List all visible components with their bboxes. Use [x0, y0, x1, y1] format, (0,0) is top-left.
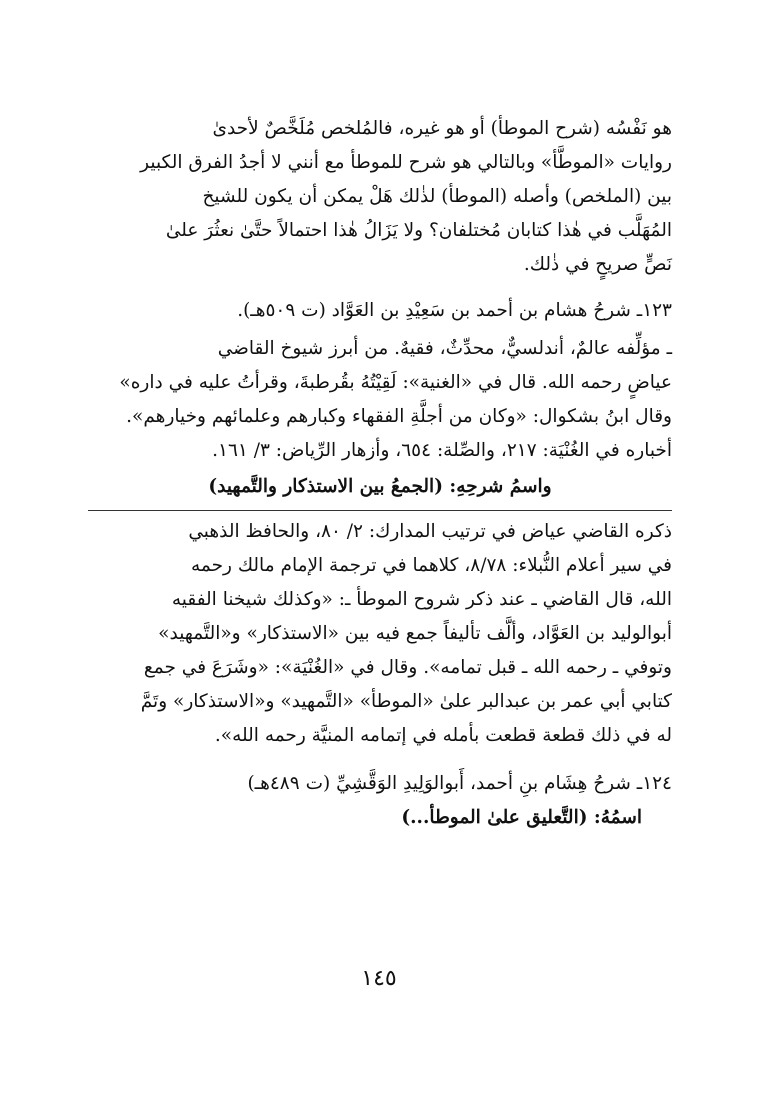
text-line: نَصٍّ صريحٍ في ذٰلك. [523, 254, 672, 275]
text-line: وقال ابنُ بشكوال: «وكان من أجلَّةِ الفقهاء وكبارهم وعلمائهم وخيارهم». [126, 406, 672, 427]
text-line: ـ مؤلِّفه عالمٌ، أندلسيٌّ، محدِّثٌ، فقيهٌ. من أبرز شيوخ القاضي [217, 338, 672, 359]
text-line: هو نَفْسُه (شرح الموطأ) أو هو غيره، فالمُلخص مُلَخَّصٌ لأحدىٰ [212, 118, 672, 139]
text-line: له في ذلك قطعة قطعت بأمله في إتمامه المنيَّة رحمه الله». [214, 725, 672, 746]
text-line: روايات «الموطَّأ» وبالتالي هو شرح للموطأ مع أنني لا أجدُ الفرق الكبير [140, 152, 672, 173]
entry-124-name: اسمُهُ: (التَّعليق علىٰ الموطأ...) [401, 807, 642, 828]
text-line: أخباره في الغُنْيَة: ٢١٧، والصِّلة: ٦٥٤، وأزهار الرِّياض: ٣/ ١٦١. [212, 440, 672, 461]
divider [88, 510, 672, 511]
entry-123-title-heading: واسمُ شرحِهِ: (الجمعُ بين الاستذكار والتَّمهيد) [208, 476, 552, 497]
text-line: المُهَلَّب في هٰذا كتابان مُختلفان؟ ولا يَزَالُ هٰذا احتمالاً حتَّىٰ نعثُرَ علىٰ [165, 220, 672, 241]
entry-123-heading: ١٢٣ـ شرحُ هشام بن أحمد بن سَعِيْدِ بن العَوَّاد (ت ٥٠٩هـ). [237, 300, 672, 321]
entry-124-heading: ١٢٤ـ شرحُ هِشَام بنِ أحمد، أَبوالوَلِيدِ الوَقَّشِيِّ (ت ٤٨٩هـ) [247, 773, 672, 794]
text-line: وتوفي ـ رحمه الله ـ قبل تمامه». وقال في «الغُنْيَة»: «وشَرَعَ في جمع [143, 657, 672, 678]
text-line: أبوالوليد بن العَوَّاد، وألَّف تأليفاً جمع فيه بين «الاستذكار» و«التَّمهيد» [158, 623, 672, 644]
text-line: بين (الملخص) وأصله (الموطأ) لذٰلك هَلْ يمكن أن يكون للشيخ [202, 186, 672, 207]
intro-paragraph [88, 112, 672, 282]
page-number: ١٤٥ [361, 966, 397, 991]
text-line: الله، قال القاضي ـ عند ذكر شروح الموطأ ـ: «وكذلك شيخنا الفقيه [171, 589, 672, 610]
text-line: عياضٍ رحمه الله. قال في «الغنية»: لَقِيْتُهُ بقُرطبةَ، وقرأتُ عليه في داره» [119, 372, 672, 393]
entry-123-author-info [88, 332, 672, 468]
entry-123-body [88, 515, 672, 753]
text-line: كتابي أبي عمر بن عبدالبر علىٰ «الموطأ» «التَّمهيد» و«الاستذكار» وتَمَّ [140, 691, 672, 712]
text-line: في سير أعلام النُّبلاء: ٨/٧٨، كلاهما في ترجمة الإمام مالك رحمه [190, 555, 672, 576]
text-line: ذكره القاضي عياض في ترتيب المدارك: ٢/ ٨٠، والحافظ الذهبي [188, 521, 672, 542]
